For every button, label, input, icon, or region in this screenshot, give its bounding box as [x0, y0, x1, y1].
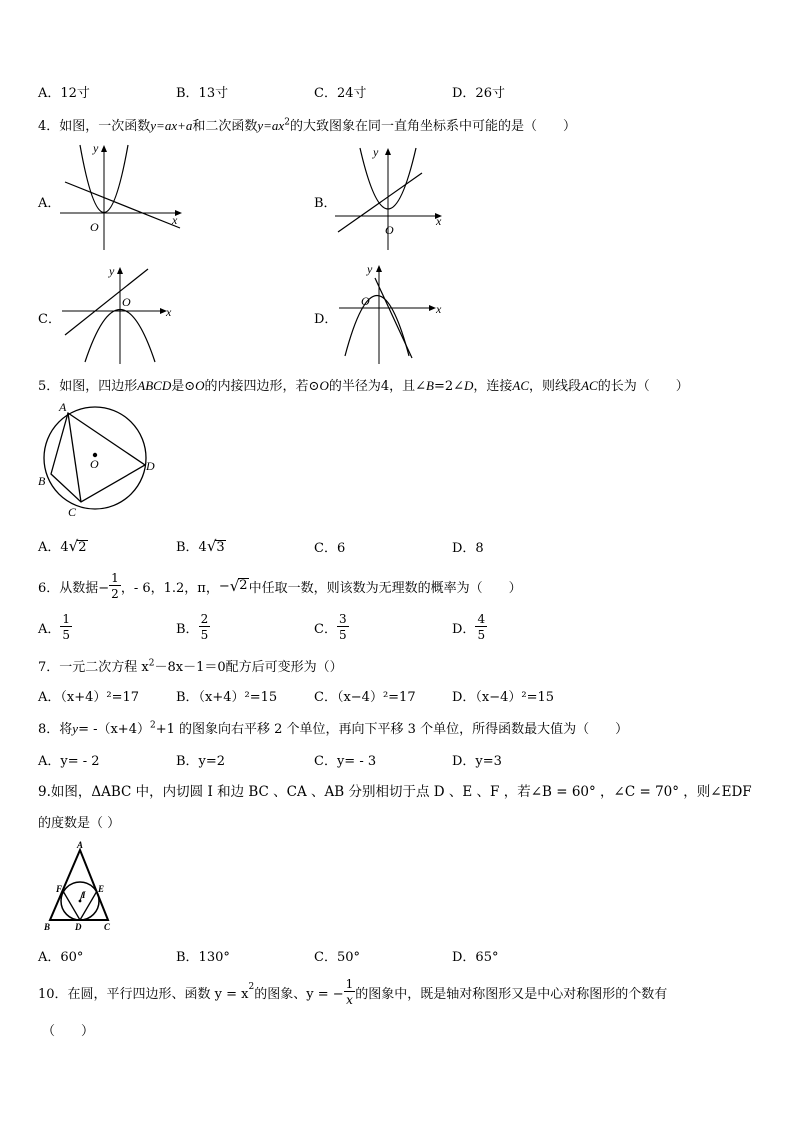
q5-option-b-radicand: 3	[216, 540, 225, 555]
q5-stem-text: 是⊙	[171, 379, 196, 394]
q6-option-b-fraction	[199, 613, 211, 641]
q5-stem-text: 的内接四边形，若⊙	[204, 379, 320, 394]
q4-graph-a-origin: O	[90, 220, 99, 234]
q5-stem-text: 的长为（ ）	[597, 379, 689, 394]
q4-option-c-label: C．	[38, 312, 61, 327]
q4-stem	[38, 115, 576, 134]
q4-exponent: 2	[284, 117, 290, 128]
q4-quadratic-function: y=ax	[257, 118, 285, 133]
q10-fraction	[344, 978, 356, 1006]
q7-option-b: B．（x+4）²=15	[176, 690, 278, 705]
q5-segment-ac: AC	[581, 378, 598, 393]
q7-stem-text: 7．一元二次方程 x	[38, 660, 149, 675]
q5-option-b	[176, 536, 226, 555]
q5-stem-text: 的半径为4，且∠	[328, 379, 426, 394]
q8-stem-text: 8．将	[38, 722, 73, 737]
q5-stem-text: ，则线段	[529, 379, 582, 394]
q6-option-a	[38, 608, 72, 646]
q9-label-c: C	[104, 922, 111, 932]
q4-linear-function: y=ax+a	[150, 118, 193, 133]
q3-option-b: B．13寸	[176, 86, 229, 101]
q9-label-d: D	[75, 922, 82, 932]
q8-stem-text: +1 的图象向右平移 2 个单位，再向下平移 3 个单位，所得函数最大值为（ ）	[155, 722, 629, 737]
q6-negative-sign: −	[218, 578, 230, 594]
q6-option-c-fraction	[337, 613, 349, 641]
q8-exponent: 2	[149, 720, 156, 731]
q10-exponent: 2	[248, 982, 255, 992]
q9-option-c: C．50°	[314, 950, 360, 965]
q6-option-a-label: A．	[38, 621, 61, 637]
q5-stem-text: 5．如图，四边形	[38, 379, 138, 394]
q10-fraction-denominator: x	[346, 993, 353, 1007]
sqrt-symbol: √	[229, 577, 240, 595]
q6-option-b-label: B．	[176, 621, 199, 637]
q9-triangle-figure	[44, 840, 120, 932]
q9-stem-line2: 的度数是（ ）	[38, 816, 121, 831]
q5-stem-text: =2∠	[433, 379, 465, 394]
q4-graph-d	[337, 260, 457, 368]
q7-option-d: D．（x−4）²=15	[452, 690, 555, 705]
q4-graph-c-x-label: x	[166, 305, 172, 319]
q5-label-b: B	[38, 474, 46, 488]
q9-option-d: D．65°	[452, 950, 499, 965]
denominator: 5	[338, 628, 347, 642]
q6-radicand: 2	[239, 578, 248, 594]
numerator: 2	[200, 612, 209, 626]
q4-option-a-label: A．	[38, 196, 61, 211]
q6-fraction	[109, 572, 121, 600]
q4-graph-d-x-label: x	[436, 302, 442, 316]
q6-option-a-fraction	[60, 613, 72, 641]
q5-label-o: O	[90, 457, 99, 471]
q8-option-d: D．y=3	[452, 754, 502, 769]
q9-label-i: I	[82, 890, 86, 900]
q6-option-c-label: C．	[314, 621, 337, 637]
q5-option-a-radicand: 2	[78, 540, 87, 555]
denominator: 5	[200, 628, 209, 642]
q6-option-d	[452, 608, 487, 646]
q4-graph-b-x-label: x	[436, 214, 442, 228]
q10-stem-text: 的图象、y = −	[254, 986, 344, 1002]
q5-circle-figure	[32, 398, 162, 520]
q7-stem	[38, 656, 343, 675]
q7-option-c: C．（x−4）²=17	[314, 690, 416, 705]
q4-graph-d-y-label: y	[367, 262, 373, 276]
q4-stem-text: 和二次函数	[192, 119, 258, 134]
q4-graph-c-origin: O	[122, 295, 131, 309]
q3-option-c: C．24寸	[314, 86, 367, 101]
q10-stem	[38, 972, 667, 1012]
q5-option-a	[38, 536, 88, 555]
q8-variable-y: y	[72, 721, 79, 736]
q3-option-d: D．26寸	[452, 86, 505, 101]
q10-answer-bracket: （ ）	[42, 1024, 95, 1039]
q4-graph-a-y-label: y	[93, 141, 99, 155]
q4-stem-text: 4．如图，一次函数	[38, 119, 151, 134]
q9-label-e: E	[98, 884, 105, 894]
q6-stem-text: 中任取一数，则该数为无理数的概率为（ ）	[248, 580, 522, 596]
numerator: 1	[62, 612, 71, 626]
sqrt-symbol: √	[206, 537, 217, 555]
q6-stem	[38, 566, 522, 606]
numerator: 3	[338, 612, 347, 626]
q5-segment-ac: AC	[512, 378, 530, 393]
q5-option-d: D．8	[452, 541, 484, 556]
q7-option-a: A．（x+4）²=17	[38, 690, 140, 705]
q5-option-c: C．6	[314, 541, 346, 556]
q5-angle-b: B	[426, 378, 434, 393]
q7-stem-text: －8x－1＝0配方后可变形为（）	[154, 660, 343, 675]
q6-option-c	[314, 608, 349, 646]
q6-fraction-denominator: 2	[111, 587, 119, 601]
q5-label-c: C	[68, 505, 77, 519]
q10-stem-text: 10．在圆，平行四边形、函数 y = x	[38, 986, 249, 1002]
q4-graph-b	[335, 140, 455, 250]
q4-graph-c	[60, 262, 185, 367]
q9-option-b: B．130°	[176, 950, 230, 965]
denominator: 5	[62, 628, 71, 642]
q6-fraction-numerator: 1	[111, 571, 119, 585]
q5-option-a-text: A．4	[38, 540, 69, 555]
q9-stem-line1: 9.如图，ΔABC 中，内切圆 I 和边 BC 、CA 、AB 分别相切于点 D 、E 、F ，若∠B = 60° ，∠C = 70° ，则∠EDF	[38, 784, 752, 800]
q8-stem	[38, 718, 628, 737]
q5-angle-d: D	[464, 378, 474, 393]
denominator: 5	[477, 628, 486, 642]
q8-option-b: B．y=2	[176, 754, 226, 769]
q4-graph-b-y-label: y	[373, 145, 379, 159]
q5-stem	[38, 375, 689, 394]
q4-option-b-label: B．	[314, 196, 337, 211]
q4-graph-c-y-label: y	[109, 264, 115, 278]
q9-label-f: F	[56, 884, 63, 894]
q4-graph-d-origin: O	[361, 294, 370, 308]
q3-option-a: A．12寸	[38, 86, 90, 101]
q6-stem-text: ，- 6，1.2，π，	[120, 580, 219, 596]
q7-exponent: 2	[148, 658, 155, 669]
q9-label-a: A	[77, 840, 84, 850]
q5-option-b-text: B．4	[176, 540, 207, 555]
q4-graph-b-origin: O	[385, 223, 394, 237]
q4-stem-text: 的大致图象在同一直角坐标系中可能的是（ ）	[289, 119, 576, 134]
q10-stem-text: 的图象中，既是轴对称图形又是中心对称图形的个数有	[355, 986, 668, 1002]
q5-label-a: A	[59, 400, 67, 414]
q6-option-d-fraction	[475, 613, 487, 641]
q4-option-d-label: D．	[314, 312, 338, 327]
numerator: 4	[477, 612, 486, 626]
q8-function: = -（x+4）	[78, 722, 150, 737]
q5-quad-name: ABCD	[137, 378, 172, 393]
q9-option-a: A．60°	[38, 950, 84, 965]
q5-circle-name: O	[195, 378, 205, 393]
q8-option-a: A．y= - 2	[38, 754, 100, 769]
sqrt-symbol: √	[68, 537, 79, 555]
q9-label-b: B	[44, 922, 51, 932]
q6-option-d-label: D．	[452, 621, 476, 637]
q6-option-b	[176, 608, 210, 646]
q5-stem-text: ，连接	[473, 379, 513, 394]
q4-graph-a	[60, 140, 190, 250]
q5-label-d: D	[146, 459, 155, 473]
q10-fraction-numerator: 1	[345, 977, 354, 991]
q4-graph-a-x-label: x	[172, 213, 178, 227]
q5-circle-name: O	[319, 378, 329, 393]
q6-stem-text: 6．从数据−	[38, 580, 110, 596]
q8-option-c: C．y= - 3	[314, 754, 377, 769]
